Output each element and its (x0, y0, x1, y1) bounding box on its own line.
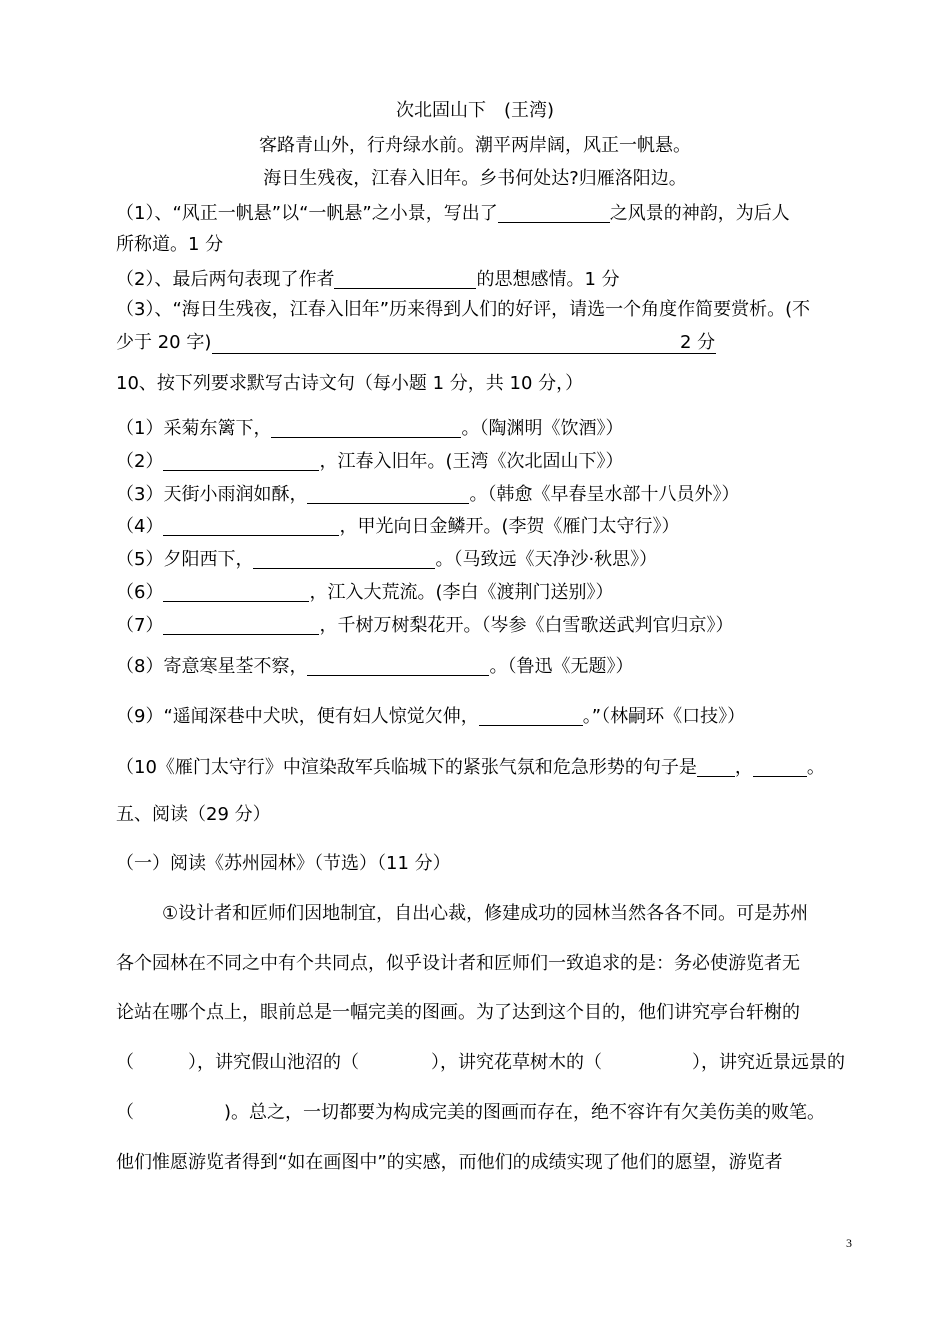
recite-item-9-pre: （9）“遥闻深巷中犬吠，便有妇人惊觉欠伸， (116, 706, 479, 727)
recite-item-6-pre: （6） (116, 582, 164, 603)
recite-item-10-period: 。 (806, 757, 825, 778)
question-2-text-a: （2）、最后两句表现了作者 (116, 269, 335, 290)
recite-item-10 (116, 756, 825, 777)
recite-item-7-post: ，千树万树梨花开。（岑参《白雪歌送武判官归京》） (319, 615, 734, 636)
answer-blank-recite-2[interactable] (163, 450, 319, 471)
recite-item-9 (116, 705, 745, 726)
reading-paragraph-line-6: 他们惟愿游览者得到“如在画图中”的实感，而他们的成绩实现了他们的愿望，游览者 (116, 1152, 783, 1173)
page-number: 3 (846, 1236, 852, 1250)
question-3-line-1: （3）、“海日生残夜，江春入旧年”历来得到人们的好评，请选一个角度作简要赏析。(不 (116, 299, 811, 320)
question-1-line-2: 所称道。1 分 (116, 234, 224, 255)
recite-item-6-post: ，江入大荒流。(李白《渡荆门送别》） (309, 582, 614, 603)
recite-item-2-post: ，江春入旧年。(王湾《次北固山下》） (319, 451, 624, 472)
poem-title: 次北固山下 (王湾) (395, 100, 555, 121)
recite-item-7 (116, 614, 733, 635)
reading-paragraph-line-3: 论站在哪个点上，眼前总是一幅完美的图画。为了达到这个目的，他们讲究亭台轩榭的 (116, 1002, 800, 1023)
recite-item-10-text: （10《雁门太守行》中渲染敌军兵临城下的紧张气氛和危急形势的句子是 (116, 757, 697, 778)
answer-blank-recite-3[interactable] (307, 483, 469, 504)
recite-item-5 (116, 548, 657, 569)
recite-item-9-post: 。”（林嗣环《口技》） (582, 706, 746, 727)
reading-paragraph-line-5: （ )。总之，一切都要为构成完美的图画而存在，绝不容许有欠美伤美的败笔。 (116, 1102, 826, 1123)
question-1-text-a: （1）、“风正一帆悬”以“一帆悬”之小景，写出了 (116, 203, 498, 224)
section-5-subheading: （一）阅读《苏州园林》（节选）（11 分） (116, 853, 451, 874)
answer-blank-recite-9[interactable] (479, 705, 583, 726)
answer-line-q3[interactable] (212, 353, 716, 354)
question-2 (116, 268, 620, 289)
answer-blank-q1[interactable] (498, 202, 610, 223)
recite-item-6 (116, 581, 613, 602)
recite-item-3 (116, 483, 739, 504)
section-5-heading: 五、阅读（29 分） (116, 804, 271, 825)
answer-blank-recite-10a[interactable] (697, 756, 735, 777)
section-10-heading: 10、按下列要求默写古诗文句（每小题 1 分，共 10 分，） (116, 373, 584, 394)
recite-item-8 (116, 655, 633, 676)
reading-paragraph-line-4: （ ），讲究假山池沼的（ ），讲究花草树木的（ ），讲究近景远景的 (116, 1052, 845, 1073)
recite-item-1 (116, 417, 623, 438)
reading-paragraph-line-1: ①设计者和匠师们因地制宜，自出心裁，修建成功的园林当然各各不同。可是苏州 (162, 903, 809, 924)
recite-item-8-pre: （8）寄意寒星荃不察， (116, 656, 308, 677)
answer-blank-q2[interactable] (334, 268, 476, 289)
recite-item-4-post: ，甲光向日金鳞开。(李贺《雁门太守行》） (339, 516, 680, 537)
recite-item-10-comma: ， (734, 757, 753, 778)
question-1-text-b: 之风景的神韵，为后人 (609, 203, 790, 224)
recite-item-1-post: 。（陶渊明《饮酒》） (461, 418, 624, 439)
answer-blank-recite-4[interactable] (163, 515, 339, 536)
recite-item-5-pre: （5）夕阳西下， (116, 549, 254, 570)
recite-item-5-post: 。（马致远《天净沙·秋思》） (435, 549, 658, 570)
answer-blank-recite-6[interactable] (163, 581, 309, 602)
poem-line-1: 客路青山外，行舟绿水前。潮平两岸阔，风正一帆悬。 (259, 135, 691, 156)
recite-item-8-post: 。（鲁迅《无题》） (489, 656, 634, 677)
answer-blank-recite-8[interactable] (307, 655, 489, 676)
poem-line-2: 海日生残夜，江春入旧年。乡书何处达?归雁洛阳边。 (263, 168, 687, 189)
recite-item-3-post: 。（韩愈《早春呈水部十八员外》） (469, 484, 740, 505)
recite-item-1-pre: （1）采菊东篱下， (116, 418, 272, 439)
recite-item-4 (116, 515, 679, 536)
question-2-text-b: 的思想感情。1 分 (476, 269, 620, 290)
recite-item-7-pre: （7） (116, 615, 164, 636)
answer-blank-recite-5[interactable] (253, 548, 435, 569)
recite-item-2 (116, 450, 623, 471)
question-1-line-1 (116, 202, 790, 223)
answer-blank-recite-7[interactable] (163, 614, 319, 635)
answer-blank-recite-10b[interactable] (753, 756, 807, 777)
recite-item-2-pre: （2） (116, 451, 164, 472)
recite-item-3-pre: （3）天街小雨润如酥， (116, 484, 308, 505)
answer-blank-recite-1[interactable] (271, 417, 461, 438)
recite-item-4-pre: （4） (116, 516, 164, 537)
question-3-line-2: 少于 20 字) (116, 332, 212, 353)
reading-paragraph-line-2: 各个园林在不同之中有个共同点，似乎设计者和匠师们一致追求的是：务必使游览者无 (116, 953, 800, 974)
question-3-score: 2 分 (680, 332, 716, 353)
